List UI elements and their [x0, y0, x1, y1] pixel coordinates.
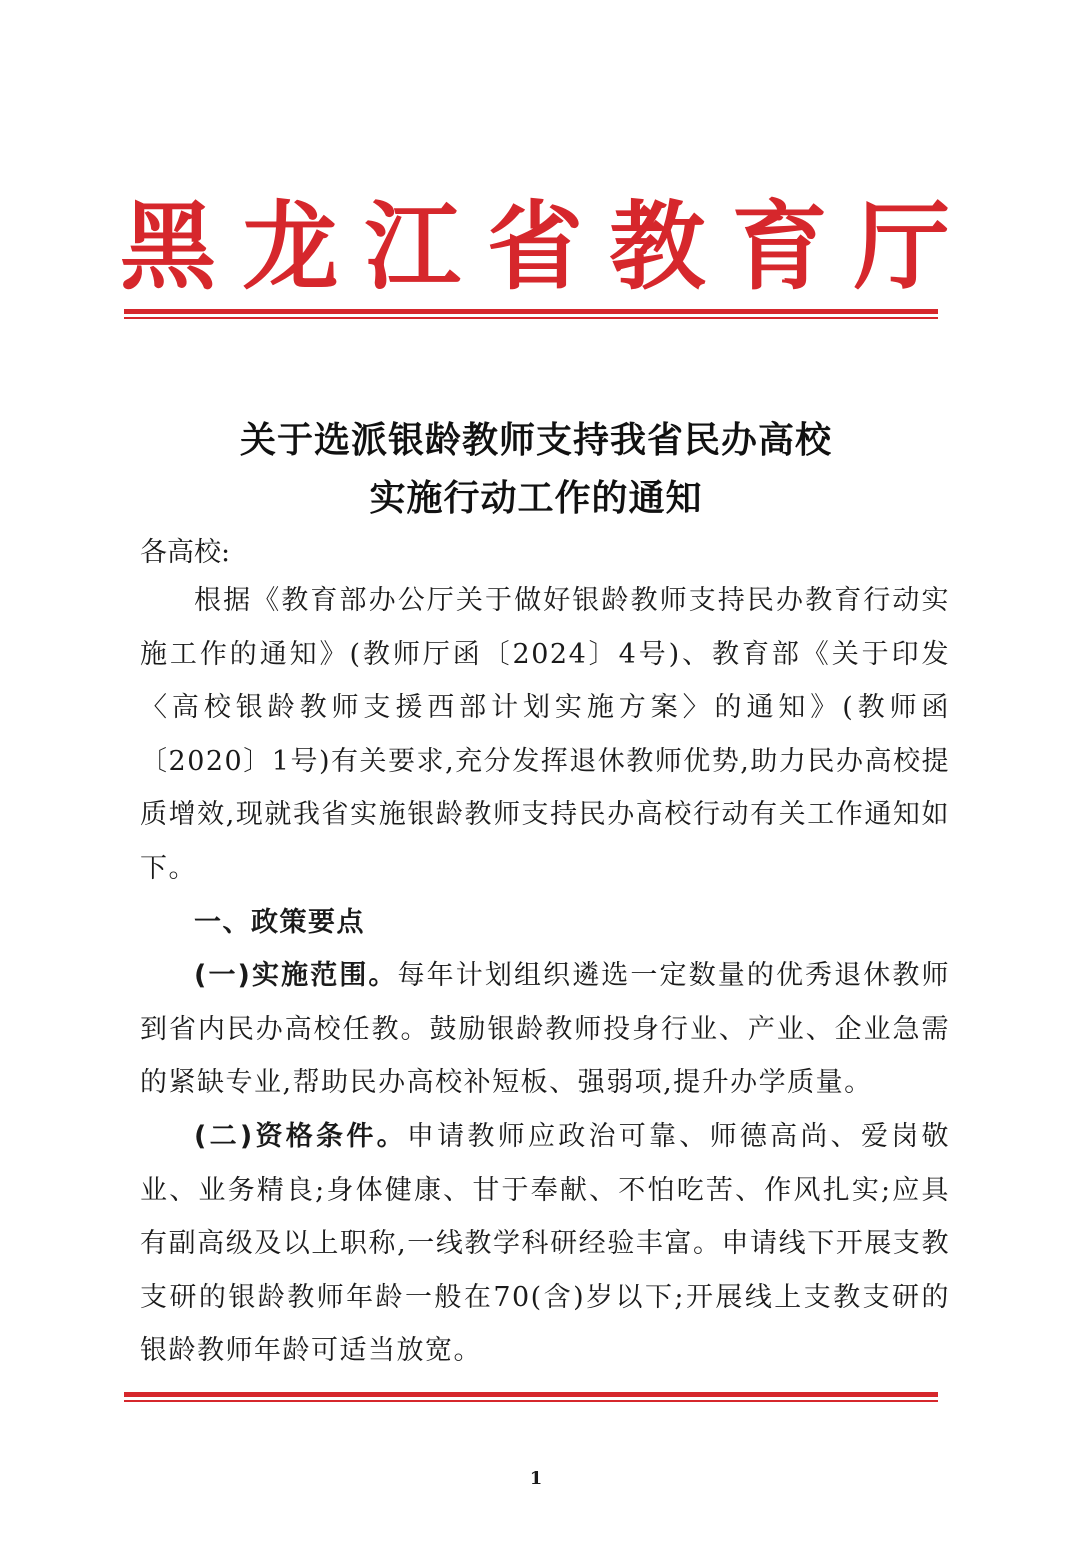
letterhead-char: 龙	[242, 190, 339, 303]
letterhead-char: 厅	[853, 190, 950, 303]
letterhead-char: 育	[731, 190, 828, 303]
footer-divider	[124, 1392, 938, 1402]
letterhead-char: 江	[364, 190, 461, 303]
intro-paragraph: 根据《教育部办公厅关于做好银龄教师支持民办教育行动实施工作的通知》(教师厅函〔2024〕4号)、教育部《关于印发〈高校银龄教师支援西部计划实施方案〉的通知》(教师函〔2020〕1号)有关要求,充分发挥退休教师优势,助力民办高校提质增效,现就我省实施银龄教师支持民办高校行动有关工作通知如下。	[140, 585, 950, 884]
item-text: 申请教师应政治可靠、师德高尚、爱岗敬业、业务精良;身体健康、甘于奉献、不怕吃苦、作风扎实;应具有副高级及以上职称,一线教学科研经验丰富。申请线下开展支教支研的银龄教师年龄一般在70(含)岁以下;开展线上支教支研的银龄教师年龄可适当放宽。	[140, 1120, 950, 1367]
item-label: (二)资格条件。	[194, 1120, 407, 1152]
document-title-line1: 关于选派银龄教师支持我省民办高校	[239, 420, 832, 461]
letterhead-char: 教	[609, 190, 706, 303]
letterhead-char: 黑	[120, 190, 216, 303]
document-title-line2: 实施行动工作的通知	[369, 478, 703, 519]
item-text: 每年计划组织遴选一定数量的优秀退休教师到省内民办高校任教。鼓励银龄教师投身行业、产业、企业急需的紧缺专业,帮助民办高校补短板、强弱项,提升办学质量。	[140, 960, 950, 1099]
item-label: (一)实施范围。	[194, 960, 398, 992]
policy-item-scope	[140, 949, 950, 1110]
letterhead-agency-name	[120, 192, 950, 302]
document-body	[140, 574, 950, 1378]
letterhead-char: 省	[486, 190, 583, 303]
salutation: 各高校:	[140, 537, 231, 568]
section-heading: 一、政策要点	[194, 906, 365, 938]
letterhead-divider	[124, 309, 938, 319]
page-number: 1	[529, 1468, 543, 1489]
policy-item-eligibility	[140, 1110, 950, 1378]
